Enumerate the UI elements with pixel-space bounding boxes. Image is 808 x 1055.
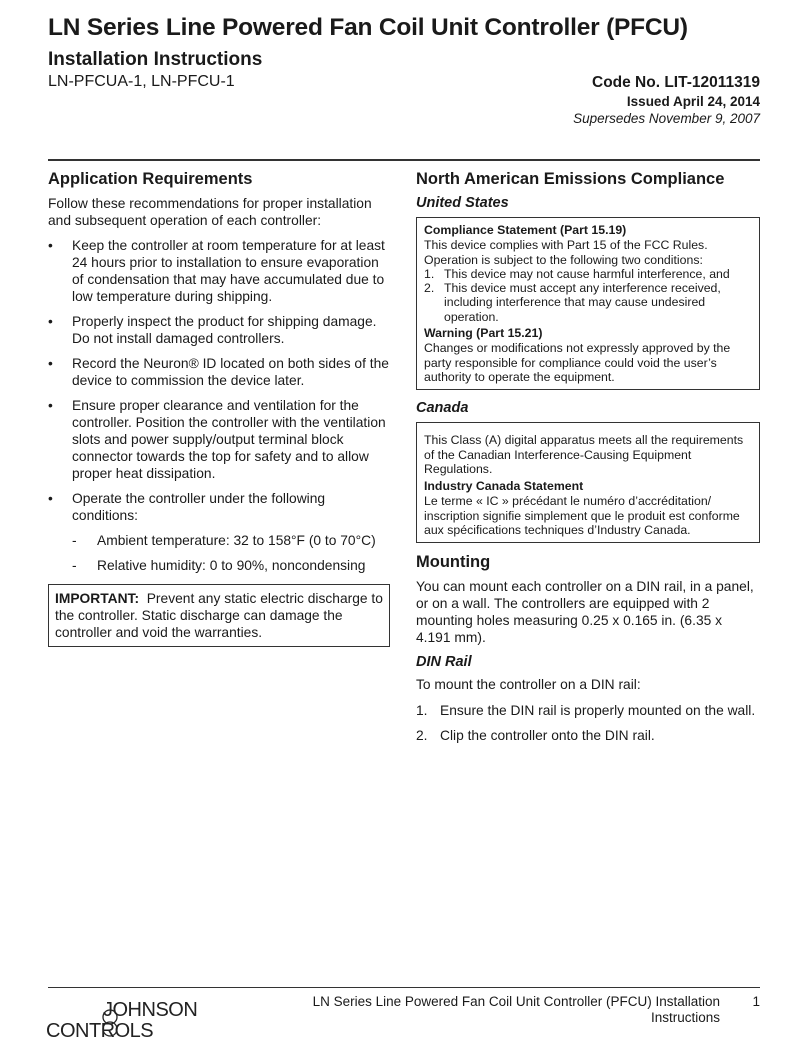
- important-label: IMPORTANT:: [55, 591, 140, 606]
- industry-canada-text: Le terme « IC » précédant le numéro d’accréditation/ inscription signifie simplement que le produit est conforme aux spécifications techniques d’Industry Canada.: [424, 494, 740, 538]
- right-column: [416, 170, 760, 752]
- din-rail-intro: To mount the controller on a DIN rail:: [416, 677, 641, 693]
- emissions-heading: North American Emissions Compliance: [416, 170, 725, 188]
- document-subtitle: Installation Instructions: [48, 49, 263, 70]
- list-item: [48, 237, 390, 305]
- dash-glyph: -: [72, 558, 77, 573]
- mounting-heading: Mounting: [416, 553, 491, 572]
- list-item-text: Ensure proper clearance and ventilation for the controller. Position the controller with the ventilation slots and power supply/output terminal block connector towards the top for safety and to allow proper heat dissipation.: [72, 398, 386, 481]
- bullet-glyph: •: [48, 356, 53, 371]
- bullet-glyph: •: [48, 491, 53, 506]
- fcc-conditions-list: [424, 267, 752, 324]
- din-rail-steps: [416, 702, 760, 744]
- page-number: 1: [752, 994, 760, 1009]
- step-number: 1.: [416, 703, 428, 719]
- step-text: Clip the controller onto the DIN rail.: [440, 728, 655, 744]
- compliance-statement-title: Compliance Statement (Part 15.19): [424, 223, 627, 237]
- condition-humidity: Relative humidity: 0 to 90%, noncondensing: [97, 558, 366, 573]
- din-rail-heading: DIN Rail: [416, 654, 472, 671]
- application-heading: Application Requirements: [48, 170, 253, 188]
- left-column: [48, 170, 390, 647]
- document-meta: [573, 74, 760, 126]
- item-number: 1.: [424, 266, 435, 281]
- logo-line1: JOHNSON: [103, 999, 198, 1021]
- list-item: [424, 267, 752, 281]
- dash-glyph: -: [72, 533, 77, 548]
- list-item: [48, 313, 390, 347]
- bullet-glyph: •: [48, 314, 53, 329]
- logo-line2: CONTROLS: [46, 1020, 154, 1042]
- list-item: [416, 727, 760, 744]
- list-item: [72, 532, 390, 549]
- canada-text: This Class (A) digital apparatus meets all the requirements of the Canadian Interference-Causing Equipment Regulations.: [424, 433, 744, 476]
- industry-canada-title: Industry Canada Statement: [424, 479, 584, 494]
- list-item-text: Record the Neuron® ID located on both sides of the device to commission the device later.: [72, 356, 389, 388]
- document-title: LN Series Line Powered Fan Coil Unit Controller (PFCU): [48, 14, 688, 41]
- issued-date: Issued April 24, 2014: [626, 94, 760, 109]
- model-numbers: LN-PFCUA-1, LN-PFCU-1: [48, 73, 235, 90]
- fcc-compliance-box: [416, 217, 760, 390]
- list-item-text: Properly inspect the product for shipping damage. Do not install damaged controllers.: [72, 314, 377, 346]
- list-item: [48, 355, 390, 389]
- list-item: [48, 397, 390, 482]
- application-intro: Follow these recommendations for proper installation and subsequent operation of each controller:: [48, 196, 372, 228]
- item-number: 2.: [424, 281, 435, 296]
- conditions-list: [72, 532, 390, 574]
- list-item: [424, 281, 752, 324]
- footer-text: LN Series Line Powered Fan Coil Unit Controller (PFCU) Installation Instructions: [312, 994, 720, 1025]
- bullet-glyph: •: [48, 238, 53, 253]
- warning-text: Changes or modifications not expressly approved by the party responsible for compliance could void the user’s authority to operate the equipment.: [424, 341, 731, 384]
- mounting-text: You can mount each controller on a DIN rail, in a panel, or on a wall. The controllers are equipped with 2 mounting holes measuring 0.25 x 0.165 in. (6.35 x 4.191 mm).: [416, 579, 754, 646]
- bullet-glyph: •: [48, 398, 53, 413]
- application-bullets: [48, 237, 390, 574]
- step-number: 2.: [416, 728, 428, 744]
- list-item-text: Keep the controller at room temperature for at least 24 hours prior to installation to ensure evaporation of condensation that may have accumulated due to low temperature during shipping.: [72, 238, 385, 304]
- list-item: [416, 702, 760, 719]
- list-item: [72, 557, 390, 574]
- important-text: Prevent any static electric discharge to the controller. Static discharge can damage the controller and void the warranties.: [55, 591, 383, 640]
- list-item-text: Operate the controller under the following conditions:: [72, 491, 326, 523]
- footer-divider: [48, 987, 760, 988]
- johnson-controls-logo: [46, 995, 221, 1043]
- code-number: Code No. LIT-12011319: [592, 74, 760, 91]
- us-heading: United States: [416, 195, 509, 211]
- supersedes-date: Supersedes November 9, 2007: [573, 111, 760, 126]
- item-text: This device must accept any interference received, including interference that may cause undesired operation.: [444, 281, 721, 324]
- item-text: This device may not cause harmful interference, and: [444, 266, 730, 281]
- canada-compliance-box: [416, 422, 760, 543]
- canada-heading: Canada: [416, 400, 469, 417]
- warning-title: Warning (Part 15.21): [424, 326, 543, 341]
- list-item: [48, 490, 390, 574]
- condition-temperature: Ambient temperature: 32 to 158°F (0 to 70°C): [97, 533, 376, 548]
- step-text: Ensure the DIN rail is properly mounted on the wall.: [440, 703, 756, 719]
- header-divider: [48, 159, 760, 161]
- important-notice: [48, 584, 390, 647]
- compliance-statement-text: This device complies with Part 15 of the FCC Rules. Operation is subject to the following two conditions:: [424, 238, 708, 267]
